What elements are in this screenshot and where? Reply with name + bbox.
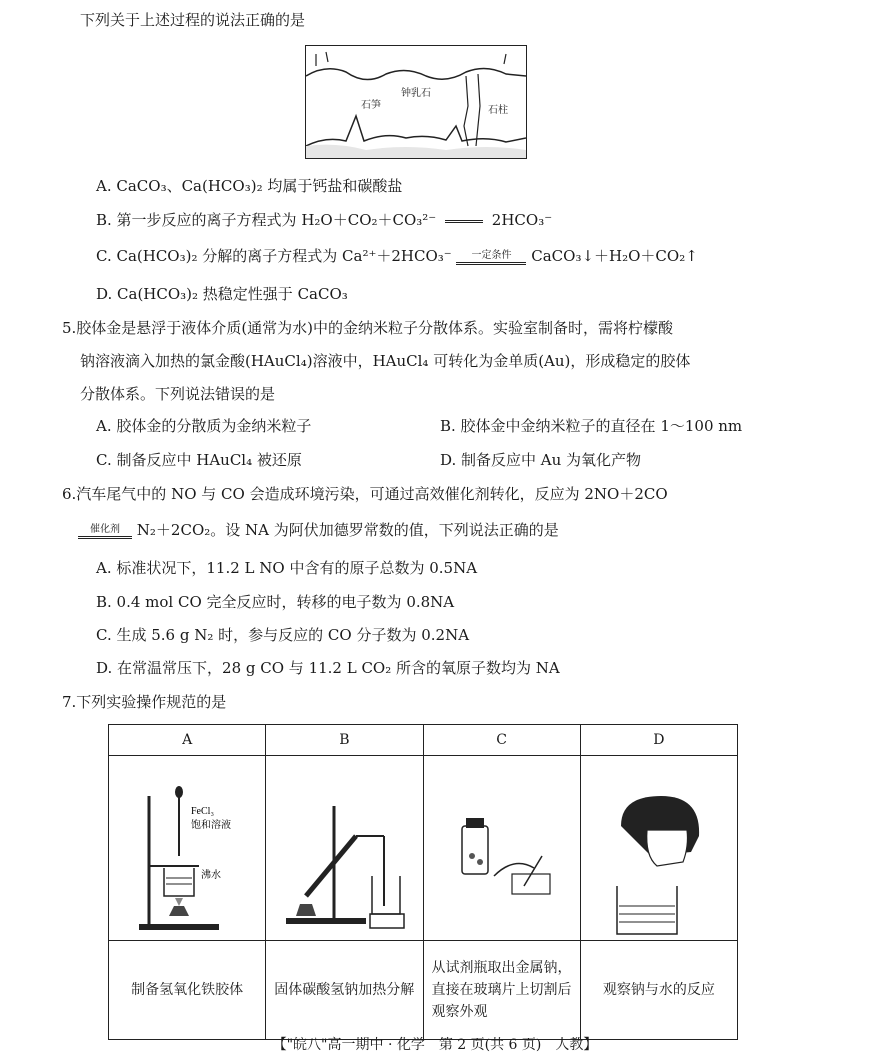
cave-figure (305, 45, 527, 159)
q6-line2-wrap (78, 520, 559, 540)
condition-arrow (456, 250, 526, 265)
pillar-label: 石柱 (488, 105, 508, 116)
stalactite-label: 钟乳石 (401, 88, 431, 99)
header-c: C (423, 725, 580, 756)
boiling-label: 沸水 (201, 870, 222, 881)
table-caption-row (109, 941, 738, 1040)
header-a: A (109, 725, 266, 756)
header-b: B (266, 725, 423, 756)
q6-option-a: A. 标准状况下，11.2 L NO 中含有的原子总数为 0.5NA (96, 559, 478, 577)
q6-option-b: B. 0.4 mol CO 完全反应时，转移的电子数为 0.8NA (96, 593, 455, 611)
apparatus-b-drawing (266, 756, 422, 936)
header-d: D (580, 725, 737, 756)
q4-stem: 下列关于上述过程的说法正确的是 (80, 11, 306, 29)
q5-option-b: B. 胶体金中金纳米粒子的直径在 1～100 nm (440, 417, 743, 435)
saturated-label: 饱和溶液 (191, 820, 232, 831)
q4-option-b-prefix: B. 第一步反应的离子方程式为 H₂O＋CO₂＋CO₃²⁻ (96, 211, 437, 229)
experiment-table (108, 724, 738, 1040)
q6-line1: 6.汽车尾气中的 NO 与 CO 会造成环境污染，可通过高效催化剂转化，反应为 2NO＋2CO (62, 485, 668, 503)
caption-b: 固体碳酸氢钠加热分解 (266, 941, 423, 1040)
q7-stem: 7.下列实验操作规范的是 (62, 693, 227, 711)
q4-option-d: D. Ca(HCO₃)₂ 热稳定性强于 CaCO₃ (96, 285, 348, 303)
q5-line2: 钠溶液滴入加热的氯金酸(HAuCl₄)溶液中，HAuCl₄ 可转化为金单质(Au)，形成稳定的胶体 (80, 352, 691, 370)
apparatus-d-drawing (581, 756, 737, 936)
q4-option-a: A. CaCO₃、Ca(HCO₃)₂ 均属于钙盐和碳酸盐 (96, 177, 403, 195)
q4-option-b (96, 210, 552, 230)
figure-a (109, 756, 266, 941)
catalyst-arrow (78, 524, 132, 539)
caption-a: 制备氢氧化铁胶体 (109, 941, 266, 1040)
figure-b (266, 756, 423, 941)
table-header-row (109, 725, 738, 756)
q4-option-c-prefix: C. Ca(HCO₃)₂ 分解的离子方程式为 Ca²⁺＋2HCO₃⁻ (96, 247, 452, 265)
q5-option-a: A. 胶体金的分散质为金纳米粒子 (96, 417, 312, 435)
page-footer: 【"皖八"高一期中 · 化学 第 2 页(共 6 页) 人教】 (272, 1037, 598, 1053)
q5-option-d: D. 制备反应中 Au 为氧化产物 (440, 451, 642, 469)
equals-sign (445, 220, 483, 223)
q6-line2: N₂＋2CO₂。设 NA 为阿伏加德罗常数的值，下列说法正确的是 (136, 521, 559, 539)
catalyst-label: 催化剂 (90, 523, 120, 535)
caption-d: 观察钠与水的反应 (580, 941, 737, 1040)
figure-c (423, 756, 580, 941)
q4-option-c-suffix: CaCO₃↓＋H₂O＋CO₂↑ (531, 247, 698, 265)
apparatus-a-drawing (109, 756, 265, 936)
q5-line3: 分散体系。下列说法错误的是 (80, 385, 276, 403)
q6-option-c: C. 生成 5.6 g N₂ 时，参与反应的 CO 分子数为 0.2NA (96, 626, 470, 644)
catalyst-bar (78, 536, 132, 539)
figure-d (580, 756, 737, 941)
fecl3-label: FeCl₃ (191, 806, 215, 817)
caption-c: 从试剂瓶取出金属钠，直接在玻璃片上切割后观察外观 (423, 941, 580, 1040)
q5-option-c: C. 制备反应中 HAuCl₄ 被还原 (96, 451, 302, 469)
q4-option-b-suffix: 2HCO₃⁻ (491, 211, 553, 229)
condition-label: 一定条件 (471, 249, 512, 261)
q6-option-d: D. 在常温常压下，28 g CO 与 11.2 L CO₂ 所含的氧原子数均为 NA (96, 659, 560, 677)
condition-bar (456, 262, 526, 265)
q4-option-c (96, 246, 698, 266)
table-figure-row (109, 756, 738, 941)
stalagmite-label: 石笋 (361, 100, 381, 111)
q5-line1: 5.胶体金是悬浮于液体介质(通常为水)中的金纳米粒子分散体系。实验室制备时，需将柠檬酸 (62, 319, 674, 337)
apparatus-c-drawing (424, 756, 580, 936)
